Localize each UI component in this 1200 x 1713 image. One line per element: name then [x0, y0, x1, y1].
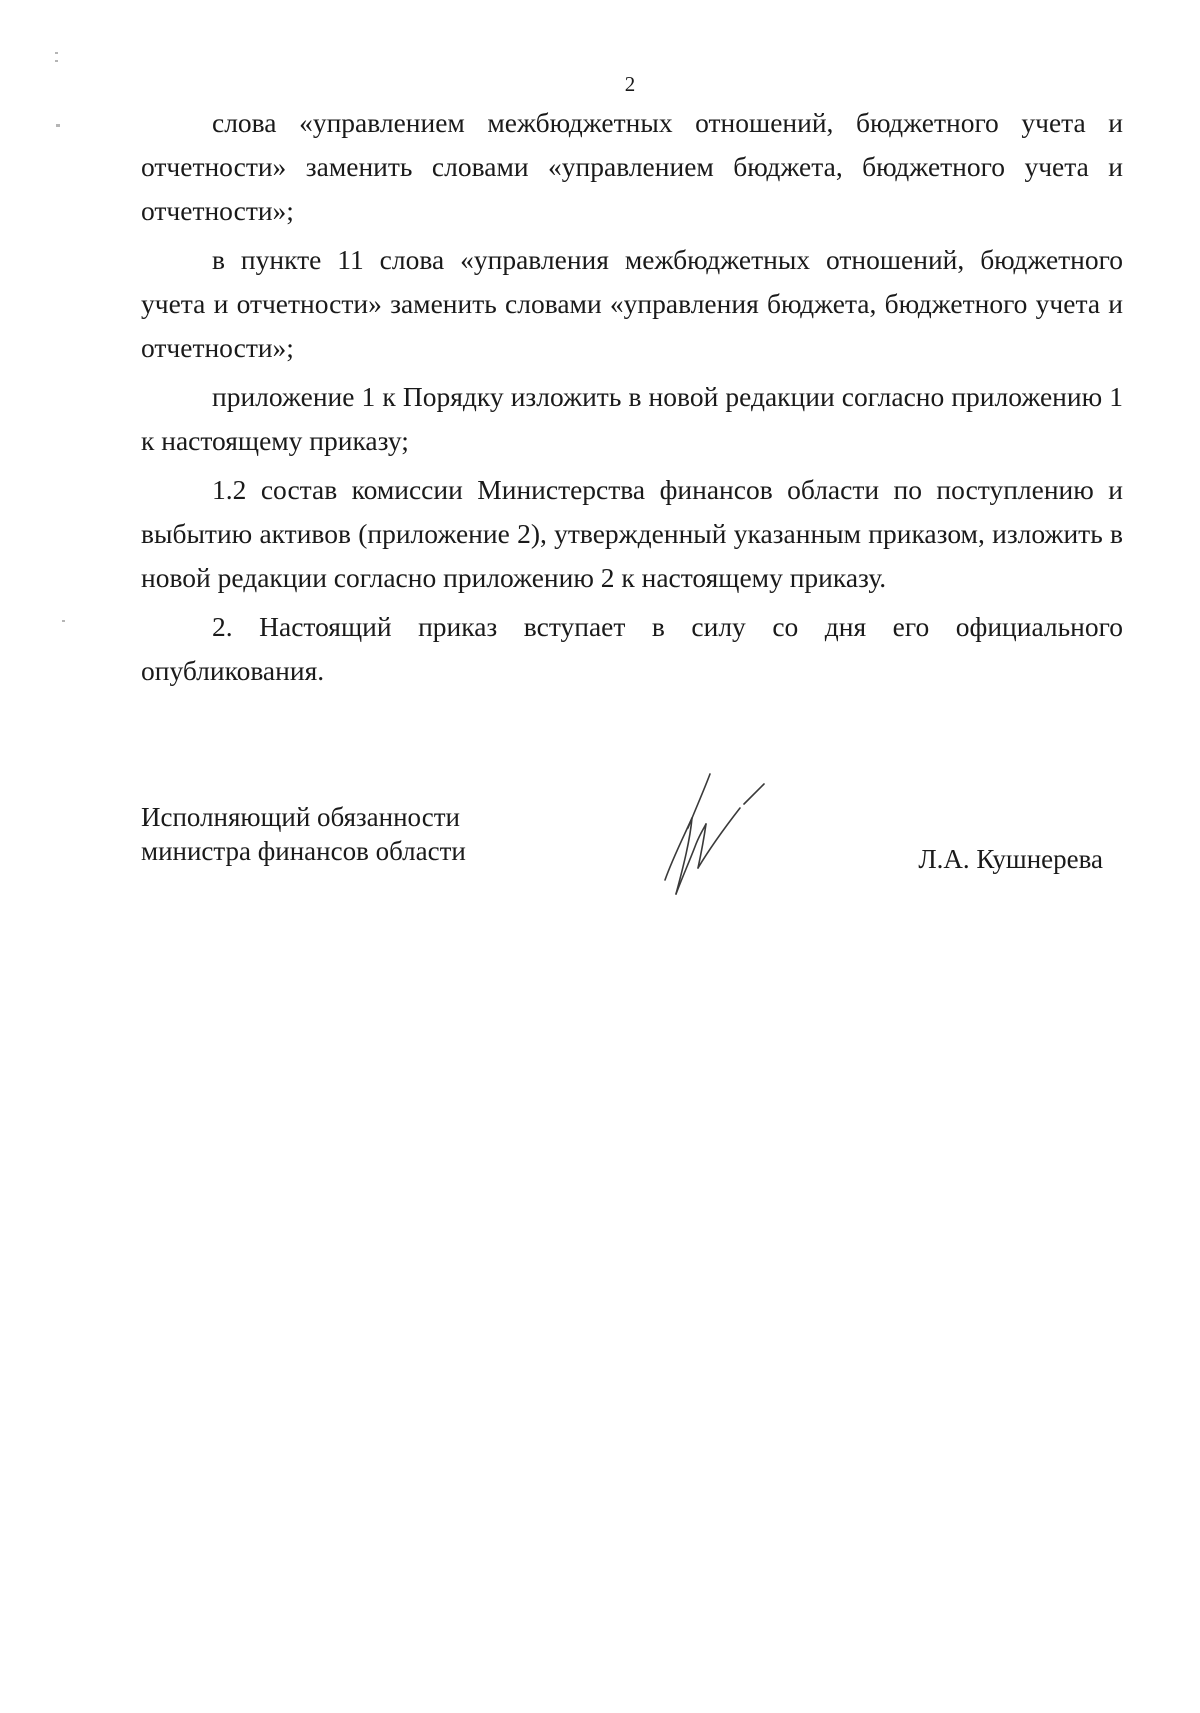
signer-position-line-1: Исполняющий обязанности	[141, 802, 460, 832]
scan-speck	[55, 52, 58, 54]
page-number: 2	[624, 72, 636, 96]
signer-name: Л.А. Кушнерева	[918, 844, 1103, 874]
paragraph-words-replacement: слова «управлением межбюджетных отношений, бюджетного учета и отчетности» заменить словами «управлением бюджета, бюджетного учета и отчетности»;	[141, 107, 1123, 226]
signature-block	[141, 800, 1123, 910]
paragraph-commission-composition: 1.2 состав комиссии Министерства финансов области по поступлению и выбытию активов (приложение 2), утвержденный указанным приказом, изложить в новой редакции согласно приложению 2 к настоящему приказу.	[141, 474, 1123, 593]
paragraph-appendix-1: приложение 1 к Порядку изложить в новой редакции согласно приложению 1 к настоящему приказу;	[141, 381, 1123, 456]
paragraph-item-11: в пункте 11 слова «управления межбюджетных отношений, бюджетного учета и отчетности» заменить словами «управления бюджета, бюджетного учета и отчетности»;	[141, 244, 1123, 363]
signer-position-line-2: министра финансов области	[141, 836, 466, 866]
scan-speck	[55, 60, 58, 62]
scan-speck	[56, 124, 60, 127]
signer-position	[141, 800, 466, 868]
handwritten-signature-icon	[660, 768, 770, 898]
paragraph-effective-date: 2. Настоящий приказ вступает в силу со дня его официального опубликования.	[141, 611, 1123, 686]
scan-speck	[62, 620, 65, 622]
document-body	[141, 101, 1123, 698]
